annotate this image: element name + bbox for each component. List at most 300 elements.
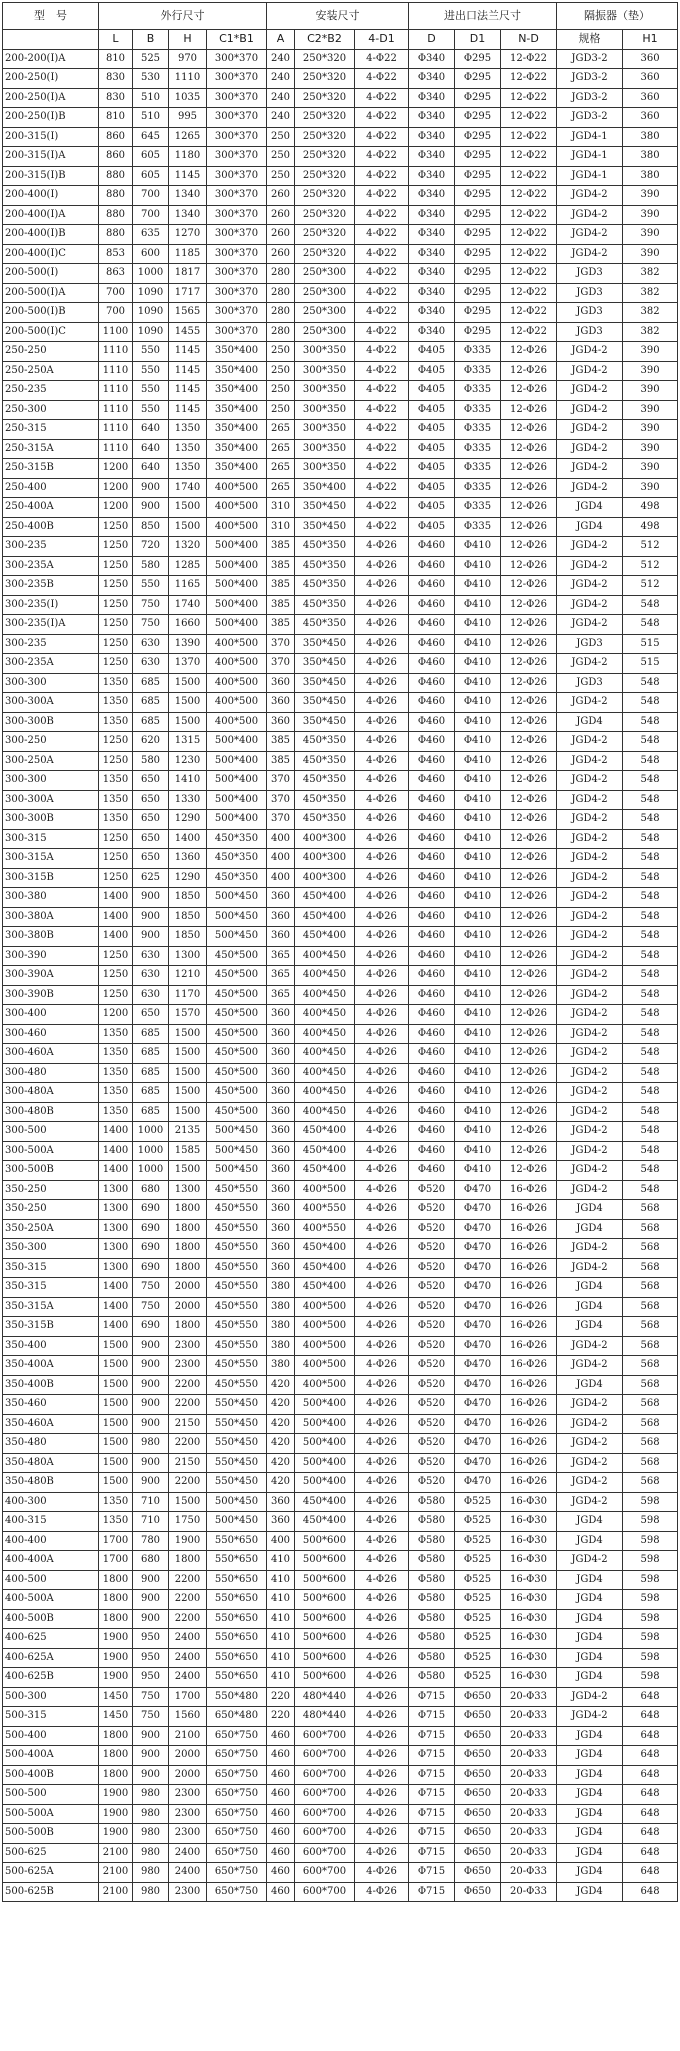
cell-model: 500-625A: [3, 1863, 99, 1883]
cell-b: 1000: [133, 264, 169, 284]
cell-d1: Φ295: [455, 49, 501, 69]
cell-model: 500-500B: [3, 1824, 99, 1844]
cell-spec: JGD4: [557, 1219, 623, 1239]
cell-spec: JGD4-2: [557, 1141, 623, 1161]
cell-h: 1145: [169, 166, 207, 186]
cell-a: 220: [267, 1707, 295, 1727]
cell-model: 300-300B: [3, 810, 99, 830]
cell-c2b2: 400*450: [295, 1063, 355, 1083]
cell-4d1: 4-Φ26: [355, 1492, 409, 1512]
cell-h: 2200: [169, 1395, 207, 1415]
cell-c1b1: 500*450: [207, 907, 267, 927]
cell-h: 1455: [169, 322, 207, 342]
cell-c2b2: 250*320: [295, 88, 355, 108]
cell-h: 2300: [169, 1882, 207, 1902]
cell-h1: 598: [623, 1570, 678, 1590]
cell-d: Φ460: [409, 888, 455, 908]
cell-spec: JGD4-1: [557, 147, 623, 167]
cell-b: 900: [133, 927, 169, 947]
cell-model: 350-460: [3, 1395, 99, 1415]
cell-nd: 12-Φ26: [501, 1141, 557, 1161]
table-row: [3, 108, 678, 128]
cell-d: Φ460: [409, 1102, 455, 1122]
cell-4d1: 4-Φ22: [355, 381, 409, 401]
cell-h1: 648: [623, 1707, 678, 1727]
cell-c1b1: 450*500: [207, 985, 267, 1005]
cell-a: 240: [267, 88, 295, 108]
cell-h1: 598: [623, 1512, 678, 1532]
cell-4d1: 4-Φ22: [355, 303, 409, 323]
cell-l: 1500: [99, 1395, 133, 1415]
cell-b: 640: [133, 439, 169, 459]
cell-c1b1: 450*350: [207, 868, 267, 888]
cell-model: 300-235(I): [3, 595, 99, 615]
cell-c1b1: 300*370: [207, 49, 267, 69]
cell-l: 2100: [99, 1843, 133, 1863]
cell-model: 400-625A: [3, 1648, 99, 1668]
cell-c2b2: 450*350: [295, 537, 355, 557]
cell-l: 1250: [99, 556, 133, 576]
cell-c1b1: 350*400: [207, 400, 267, 420]
cell-l: 880: [99, 186, 133, 206]
cell-h1: 548: [623, 1083, 678, 1103]
cell-model: 300-235A: [3, 654, 99, 674]
cell-nd: 12-Φ22: [501, 244, 557, 264]
cell-4d1: 4-Φ22: [355, 459, 409, 479]
cell-d: Φ580: [409, 1590, 455, 1610]
cell-d: Φ460: [409, 868, 455, 888]
cell-h: 1850: [169, 907, 207, 927]
header-col-d1: D1: [455, 30, 501, 50]
cell-b: 700: [133, 186, 169, 206]
cell-l: 880: [99, 225, 133, 245]
cell-d1: Φ650: [455, 1882, 501, 1902]
cell-spec: JGD4: [557, 1882, 623, 1902]
cell-d: Φ460: [409, 1122, 455, 1142]
cell-nd: 12-Φ26: [501, 771, 557, 791]
cell-l: 2100: [99, 1863, 133, 1883]
cell-spec: JGD4-2: [557, 478, 623, 498]
cell-h: 1290: [169, 810, 207, 830]
header-col-h1: H1: [623, 30, 678, 50]
cell-h: 1750: [169, 1512, 207, 1532]
cell-c1b1: 550*650: [207, 1570, 267, 1590]
cell-a: 250: [267, 381, 295, 401]
cell-4d1: 4-Φ22: [355, 186, 409, 206]
cell-nd: 12-Φ26: [501, 556, 557, 576]
cell-c2b2: 400*450: [295, 1044, 355, 1064]
cell-a: 460: [267, 1824, 295, 1844]
cell-l: 1250: [99, 829, 133, 849]
cell-h: 1210: [169, 966, 207, 986]
cell-c1b1: 500*450: [207, 927, 267, 947]
cell-d: Φ460: [409, 693, 455, 713]
cell-a: 420: [267, 1453, 295, 1473]
table-row: [3, 1200, 678, 1220]
cell-c2b2: 250*300: [295, 322, 355, 342]
cell-b: 605: [133, 147, 169, 167]
cell-h1: 390: [623, 205, 678, 225]
cell-h: 1170: [169, 985, 207, 1005]
cell-spec: JGD4-2: [557, 556, 623, 576]
cell-d: Φ520: [409, 1180, 455, 1200]
cell-b: 950: [133, 1648, 169, 1668]
cell-4d1: 4-Φ26: [355, 1668, 409, 1688]
cell-b: 690: [133, 1219, 169, 1239]
cell-c1b1: 450*550: [207, 1239, 267, 1259]
cell-a: 250: [267, 166, 295, 186]
table-row: [3, 1317, 678, 1337]
table-row: [3, 361, 678, 381]
cell-d1: Φ410: [455, 907, 501, 927]
cell-c1b1: 300*370: [207, 127, 267, 147]
cell-nd: 20-Φ33: [501, 1765, 557, 1785]
cell-c2b2: 250*320: [295, 127, 355, 147]
cell-d: Φ460: [409, 615, 455, 635]
cell-c2b2: 400*450: [295, 966, 355, 986]
cell-h1: 380: [623, 127, 678, 147]
cell-4d1: 4-Φ26: [355, 654, 409, 674]
cell-nd: 12-Φ26: [501, 420, 557, 440]
table-row: [3, 1024, 678, 1044]
cell-d1: Φ525: [455, 1512, 501, 1532]
cell-spec: JGD4: [557, 1746, 623, 1766]
cell-4d1: 4-Φ26: [355, 1356, 409, 1376]
cell-h1: 360: [623, 108, 678, 128]
cell-c1b1: 300*370: [207, 264, 267, 284]
cell-spec: JGD4-2: [557, 888, 623, 908]
cell-a: 280: [267, 264, 295, 284]
cell-spec: JGD4-2: [557, 732, 623, 752]
cell-l: 1400: [99, 907, 133, 927]
cell-d1: Φ410: [455, 1024, 501, 1044]
cell-a: 360: [267, 1200, 295, 1220]
cell-a: 265: [267, 478, 295, 498]
cell-l: 1300: [99, 1219, 133, 1239]
cell-b: 530: [133, 69, 169, 89]
cell-model: 300-315B: [3, 868, 99, 888]
cell-h1: 548: [623, 1063, 678, 1083]
cell-nd: 16-Φ26: [501, 1219, 557, 1239]
cell-4d1: 4-Φ26: [355, 1024, 409, 1044]
cell-l: 880: [99, 205, 133, 225]
cell-d: Φ460: [409, 829, 455, 849]
cell-a: 360: [267, 927, 295, 947]
cell-a: 400: [267, 1531, 295, 1551]
cell-d: Φ580: [409, 1512, 455, 1532]
cell-d1: Φ295: [455, 205, 501, 225]
cell-l: 1100: [99, 322, 133, 342]
cell-4d1: 4-Φ22: [355, 439, 409, 459]
cell-nd: 12-Φ22: [501, 88, 557, 108]
cell-d: Φ460: [409, 712, 455, 732]
cell-b: 685: [133, 1083, 169, 1103]
cell-4d1: 4-Φ22: [355, 69, 409, 89]
cell-c2b2: 250*320: [295, 49, 355, 69]
cell-d: Φ520: [409, 1258, 455, 1278]
cell-a: 360: [267, 1239, 295, 1259]
cell-nd: 16-Φ26: [501, 1239, 557, 1259]
cell-b: 690: [133, 1200, 169, 1220]
cell-model: 300-300A: [3, 790, 99, 810]
cell-nd: 12-Φ22: [501, 108, 557, 128]
cell-c1b1: 550*450: [207, 1473, 267, 1493]
cell-nd: 20-Φ33: [501, 1843, 557, 1863]
cell-d1: Φ650: [455, 1726, 501, 1746]
cell-h: 2300: [169, 1824, 207, 1844]
cell-l: 1350: [99, 1024, 133, 1044]
cell-spec: JGD4-2: [557, 342, 623, 362]
cell-nd: 12-Φ22: [501, 166, 557, 186]
header-col-nd: N-D: [501, 30, 557, 50]
cell-l: 1250: [99, 537, 133, 557]
cell-c2b2: 500*400: [295, 1453, 355, 1473]
cell-4d1: 4-Φ26: [355, 810, 409, 830]
cell-l: 1450: [99, 1687, 133, 1707]
cell-h: 2400: [169, 1843, 207, 1863]
cell-model: 250-400A: [3, 498, 99, 518]
cell-d: Φ340: [409, 108, 455, 128]
cell-model: 300-235A: [3, 556, 99, 576]
cell-spec: JGD4-2: [557, 537, 623, 557]
cell-spec: JGD4: [557, 1278, 623, 1298]
cell-4d1: 4-Φ26: [355, 1590, 409, 1610]
cell-c1b1: 500*400: [207, 595, 267, 615]
table-row: [3, 1570, 678, 1590]
cell-d1: Φ335: [455, 420, 501, 440]
cell-h: 2300: [169, 1356, 207, 1376]
cell-4d1: 4-Φ26: [355, 849, 409, 869]
cell-spec: JGD4: [557, 1609, 623, 1629]
cell-nd: 12-Φ26: [501, 927, 557, 947]
cell-c2b2: 400*450: [295, 946, 355, 966]
table-row: [3, 1278, 678, 1298]
cell-c1b1: 450*550: [207, 1297, 267, 1317]
cell-h1: 598: [623, 1629, 678, 1649]
table-row: [3, 1687, 678, 1707]
cell-nd: 12-Φ26: [501, 907, 557, 927]
cell-h1: 548: [623, 907, 678, 927]
table-row: [3, 517, 678, 537]
cell-h: 1565: [169, 303, 207, 323]
cell-4d1: 4-Φ26: [355, 576, 409, 596]
cell-a: 360: [267, 1161, 295, 1181]
cell-b: 680: [133, 1180, 169, 1200]
cell-spec: JGD4-2: [557, 985, 623, 1005]
cell-model: 250-315: [3, 420, 99, 440]
cell-c2b2: 450*350: [295, 595, 355, 615]
cell-spec: JGD4-2: [557, 1258, 623, 1278]
cell-b: 750: [133, 1278, 169, 1298]
cell-nd: 12-Φ26: [501, 459, 557, 479]
cell-4d1: 4-Φ26: [355, 1726, 409, 1746]
cell-c2b2: 500*600: [295, 1629, 355, 1649]
cell-h: 2200: [169, 1590, 207, 1610]
cell-d: Φ340: [409, 49, 455, 69]
cell-c1b1: 450*350: [207, 849, 267, 869]
cell-a: 360: [267, 673, 295, 693]
cell-c1b1: 350*400: [207, 459, 267, 479]
cell-a: 360: [267, 693, 295, 713]
cell-a: 410: [267, 1629, 295, 1649]
cell-a: 250: [267, 361, 295, 381]
cell-d1: Φ410: [455, 693, 501, 713]
cell-d: Φ405: [409, 478, 455, 498]
cell-l: 1700: [99, 1551, 133, 1571]
cell-a: 380: [267, 1317, 295, 1337]
cell-l: 1350: [99, 1512, 133, 1532]
cell-spec: JGD4-2: [557, 420, 623, 440]
cell-h1: 568: [623, 1453, 678, 1473]
cell-l: 1400: [99, 1122, 133, 1142]
table-row: [3, 303, 678, 323]
cell-4d1: 4-Φ26: [355, 1395, 409, 1415]
cell-d: Φ460: [409, 966, 455, 986]
cell-d1: Φ410: [455, 946, 501, 966]
cell-c2b2: 450*400: [295, 1258, 355, 1278]
cell-b: 720: [133, 537, 169, 557]
cell-h1: 548: [623, 868, 678, 888]
header-col-c2b2: C2*B2: [295, 30, 355, 50]
cell-d1: Φ470: [455, 1258, 501, 1278]
cell-c2b2: 450*350: [295, 771, 355, 791]
cell-nd: 12-Φ26: [501, 537, 557, 557]
cell-nd: 20-Φ33: [501, 1882, 557, 1902]
cell-d: Φ340: [409, 186, 455, 206]
cell-4d1: 4-Φ22: [355, 283, 409, 303]
cell-d1: Φ410: [455, 673, 501, 693]
cell-c1b1: 500*400: [207, 576, 267, 596]
header-flange-dimensions: 进出口法兰尺寸: [409, 3, 557, 30]
cell-4d1: 4-Φ26: [355, 888, 409, 908]
cell-a: 410: [267, 1590, 295, 1610]
cell-h: 2000: [169, 1746, 207, 1766]
table-row: [3, 1063, 678, 1083]
cell-spec: JGD3: [557, 634, 623, 654]
cell-c1b1: 450*500: [207, 1005, 267, 1025]
cell-h: 1265: [169, 127, 207, 147]
cell-spec: JGD4: [557, 1590, 623, 1610]
table-row: [3, 1180, 678, 1200]
cell-c2b2: 400*500: [295, 1180, 355, 1200]
cell-b: 900: [133, 1609, 169, 1629]
cell-l: 1400: [99, 1278, 133, 1298]
cell-spec: JGD4-2: [557, 654, 623, 674]
cell-4d1: 4-Φ26: [355, 1375, 409, 1395]
cell-a: 410: [267, 1609, 295, 1629]
cell-spec: JGD4: [557, 1785, 623, 1805]
cell-d1: Φ335: [455, 400, 501, 420]
cell-4d1: 4-Φ26: [355, 537, 409, 557]
table-row: [3, 69, 678, 89]
cell-nd: 12-Φ26: [501, 478, 557, 498]
cell-c2b2: 400*450: [295, 1102, 355, 1122]
cell-l: 860: [99, 127, 133, 147]
cell-model: 400-400: [3, 1531, 99, 1551]
cell-c2b2: 450*350: [295, 556, 355, 576]
cell-c1b1: 550*650: [207, 1590, 267, 1610]
cell-b: 630: [133, 946, 169, 966]
cell-a: 360: [267, 1083, 295, 1103]
cell-model: 500-500: [3, 1785, 99, 1805]
cell-b: 650: [133, 849, 169, 869]
cell-h: 1800: [169, 1200, 207, 1220]
cell-h: 2300: [169, 1785, 207, 1805]
cell-a: 420: [267, 1414, 295, 1434]
cell-c1b1: 400*500: [207, 478, 267, 498]
cell-d: Φ520: [409, 1414, 455, 1434]
cell-l: 1500: [99, 1375, 133, 1395]
cell-nd: 16-Φ30: [501, 1609, 557, 1629]
cell-spec: JGD4-2: [557, 1453, 623, 1473]
cell-4d1: 4-Φ26: [355, 693, 409, 713]
cell-h1: 548: [623, 927, 678, 947]
cell-h: 1585: [169, 1141, 207, 1161]
cell-h: 1350: [169, 439, 207, 459]
cell-a: 420: [267, 1375, 295, 1395]
cell-a: 360: [267, 1141, 295, 1161]
cell-model: 200-500(I)A: [3, 283, 99, 303]
cell-d1: Φ650: [455, 1863, 501, 1883]
cell-h1: 568: [623, 1414, 678, 1434]
cell-spec: JGD4-2: [557, 966, 623, 986]
cell-a: 410: [267, 1648, 295, 1668]
cell-a: 365: [267, 946, 295, 966]
cell-h: 2000: [169, 1765, 207, 1785]
cell-c2b2: 300*350: [295, 459, 355, 479]
cell-c2b2: 450*400: [295, 1492, 355, 1512]
cell-a: 410: [267, 1570, 295, 1590]
cell-c2b2: 500*400: [295, 1473, 355, 1493]
cell-a: 420: [267, 1473, 295, 1493]
cell-d1: Φ295: [455, 283, 501, 303]
cell-c1b1: 650*480: [207, 1707, 267, 1727]
cell-l: 1300: [99, 1258, 133, 1278]
cell-c2b2: 400*500: [295, 1336, 355, 1356]
cell-nd: 12-Φ26: [501, 693, 557, 713]
cell-l: 700: [99, 283, 133, 303]
table-row: [3, 147, 678, 167]
cell-c1b1: 650*750: [207, 1882, 267, 1902]
cell-spec: JGD4-2: [557, 751, 623, 771]
cell-model: 300-480B: [3, 1102, 99, 1122]
cell-c2b2: 450*400: [295, 1122, 355, 1142]
cell-h: 1400: [169, 829, 207, 849]
cell-h: 2000: [169, 1297, 207, 1317]
cell-h: 1900: [169, 1531, 207, 1551]
cell-4d1: 4-Φ26: [355, 868, 409, 888]
header-col-b: B: [133, 30, 169, 50]
table-row: [3, 1785, 678, 1805]
cell-h: 1340: [169, 186, 207, 206]
cell-d1: Φ470: [455, 1336, 501, 1356]
cell-b: 685: [133, 1102, 169, 1122]
cell-c1b1: 650*750: [207, 1824, 267, 1844]
cell-l: 1800: [99, 1570, 133, 1590]
cell-nd: 12-Φ22: [501, 264, 557, 284]
cell-model: 300-400: [3, 1005, 99, 1025]
cell-a: 400: [267, 829, 295, 849]
cell-model: 500-400B: [3, 1765, 99, 1785]
cell-b: 1090: [133, 322, 169, 342]
cell-spec: JGD4-2: [557, 595, 623, 615]
cell-nd: 16-Φ30: [501, 1512, 557, 1532]
cell-b: 550: [133, 576, 169, 596]
cell-4d1: 4-Φ26: [355, 1531, 409, 1551]
cell-d1: Φ470: [455, 1473, 501, 1493]
cell-spec: JGD4-2: [557, 1356, 623, 1376]
cell-model: 500-400A: [3, 1746, 99, 1766]
